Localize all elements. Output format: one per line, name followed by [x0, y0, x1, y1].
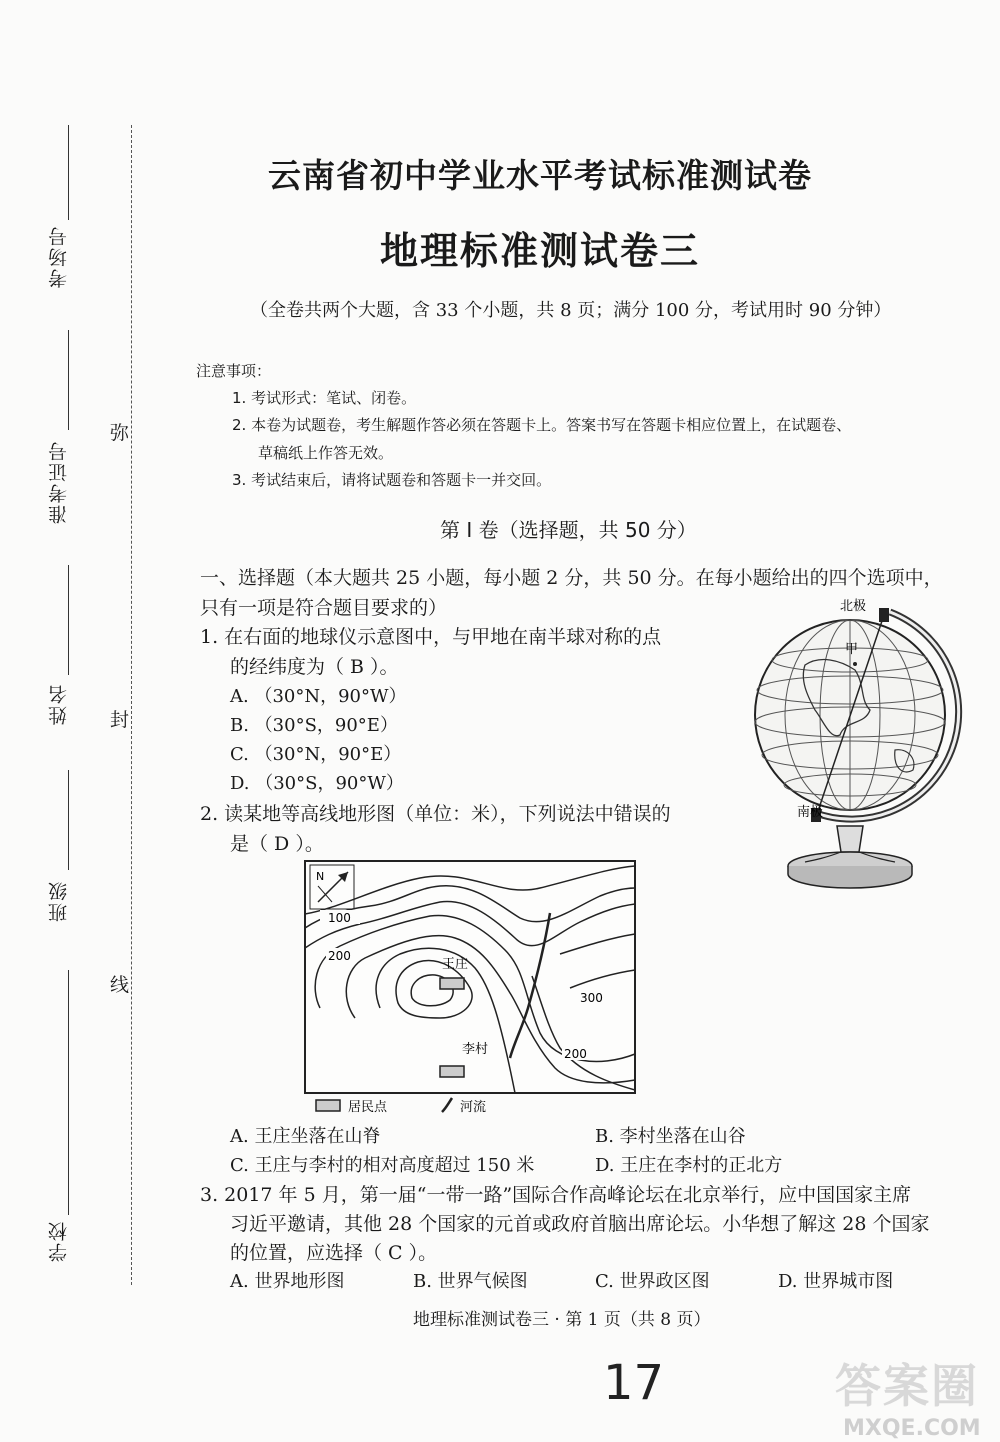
legend-settlement-label: 居民点	[348, 1100, 388, 1115]
q2-stem-1: 2. 读某地等高线地形图（单位：米），下列说法中错误的	[200, 803, 671, 825]
watermark-logo: 答案圈	[835, 1359, 979, 1413]
margin-line-2	[68, 330, 69, 430]
q1-option-d: D. （30°S，90°W）	[230, 773, 404, 794]
q2-option-a: A. 王庄坐落在山脊	[230, 1126, 381, 1147]
village-licun-label: 李村	[462, 1042, 489, 1057]
q3-option-a: A. 世界地形图	[230, 1271, 345, 1292]
q3-option-d: D. 世界城市图	[778, 1271, 894, 1292]
legend-river-label: 河流	[460, 1100, 487, 1115]
watermark-url: MXQE.COM	[843, 1416, 981, 1441]
page-footer: 地理标准测试卷三 · 第 1 页（共 8 页）	[413, 1310, 711, 1330]
note-2: 2. 本卷为试题卷，考生解题作答必须在答题卡上。答案书写在答题卡相应位置上，在试题卷、	[232, 416, 852, 434]
q2-option-d: D. 王庄在李村的正北方	[595, 1155, 783, 1176]
paper-series-title: 云南省初中学业水平考试标准测试卷	[268, 156, 812, 195]
q1-option-b: B. （30°S，90°E）	[230, 715, 398, 736]
section-intro-2: 只有一项是符合题目要求的）	[200, 597, 448, 619]
note-3: 3. 考试结束后，请将试题卷和答题卡一并交回。	[232, 471, 552, 489]
note-1: 1. 考试形式：笔试、闭卷。	[232, 389, 417, 407]
q1-stem-1: 1. 在右面的地球仪示意图中，与甲地在南半球对称的点	[200, 626, 662, 648]
map-north-label: N	[316, 870, 325, 883]
village-wangzhuang-label: 王庄	[442, 957, 469, 972]
contour-label-200-east: 200	[564, 1047, 587, 1061]
margin-line-4	[68, 770, 69, 870]
globe-north-label: 北极	[840, 599, 867, 614]
q2-stem-2: 是（ D ）。	[230, 833, 324, 855]
contour-label-100: 100	[328, 911, 351, 925]
q3-stem-2: 习近平邀请，其他 28 个国家的元首或政府首脑出席论坛。小华想了解这 28 个国家	[230, 1213, 930, 1235]
q1-stem-2: 的经纬度为（ B ）。	[230, 656, 399, 678]
handwritten-page-number: 17	[603, 1355, 665, 1411]
exam-room-label: 考场号	[48, 225, 70, 288]
seal-char-3: 线	[110, 974, 130, 996]
paper-title: 地理标准测试卷三	[379, 228, 700, 273]
globe-figure	[745, 590, 975, 890]
legend-river-icon	[442, 1098, 452, 1112]
q3-option-b: B. 世界气候图	[413, 1271, 528, 1292]
admission-no-label: 准考证号	[48, 440, 70, 524]
seal-char-1: 弥	[110, 422, 130, 444]
contour-label-300: 300	[580, 991, 603, 1005]
margin-line-5	[68, 970, 69, 1215]
name-label: 姓名	[48, 683, 70, 725]
globe-south-label: 南极	[797, 805, 824, 820]
section-intro-1: 一、选择题（本大题共 25 小题，每小题 2 分，共 50 分。在每小题给出的四个选项中，	[200, 567, 943, 589]
q3-stem-3: 的位置，应选择（ C ）。	[230, 1242, 438, 1264]
globe-point-label: 甲	[845, 642, 859, 657]
q1-option-c: C. （30°N，90°E）	[230, 744, 402, 765]
village-licun-marker	[440, 1066, 464, 1077]
section-title: 第 I 卷（选择题，共 50 分）	[440, 518, 697, 542]
q3-stem-1: 3. 2017 年 5 月，第一届“一带一路”国际合作高峰论坛在北京举行，应中国国家主席	[200, 1184, 912, 1206]
q3-option-c: C. 世界政区图	[595, 1271, 710, 1292]
paper-info: （全卷共两个大题，含 33 个小题，共 8 页；满分 100 分，考试用时 90 分钟）	[250, 300, 892, 321]
q2-option-c: C. 王庄与李村的相对高度超过 150 米	[230, 1155, 535, 1176]
class-label: 班级	[48, 880, 70, 922]
watermark	[835, 1350, 981, 1441]
q2-option-b: B. 李村坐落在山谷	[595, 1126, 746, 1147]
q1-option-a: A. （30°N，90°W）	[230, 686, 407, 707]
note-2-cont: 草稿纸上作答无效。	[258, 444, 394, 462]
contour-map	[300, 858, 650, 1120]
seal-char-2: 封	[110, 709, 130, 731]
school-label: 学校	[48, 1220, 70, 1262]
seal-dashed-line	[131, 125, 132, 1285]
notes-heading: 注意事项：	[196, 362, 272, 380]
margin-line-3	[68, 565, 69, 675]
village-wangzhuang-marker	[440, 978, 464, 989]
legend-settlement-icon	[316, 1100, 340, 1111]
contour-label-200-west: 200	[328, 949, 351, 963]
